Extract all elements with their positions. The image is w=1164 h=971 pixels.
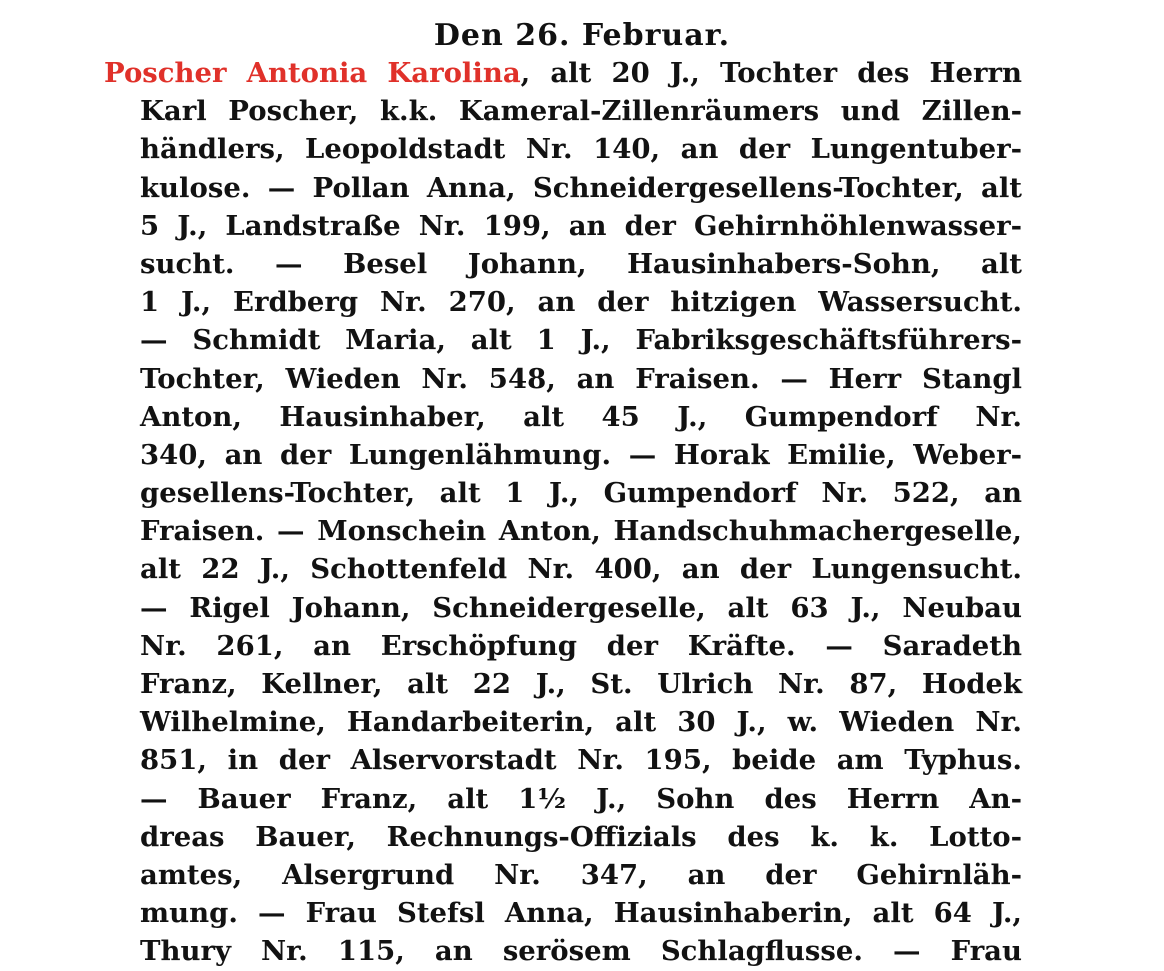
- text-line: Franz, Kellner, alt 22 J., St. Ulrich Nr. 87, Hodek: [140, 668, 1022, 700]
- text-line: mung. — Frau Stefsl Anna, Hausinhaberin, alt 64 J.,: [140, 897, 1022, 930]
- text-line: Karl Poscher, k.k. Kameral-Zillenräumers und Zillen-: [140, 95, 1022, 128]
- text-line: sucht. — Besel Johann, Hausinhabers-Sohn, alt: [140, 247, 1022, 280]
- highlighted-name: Poscher Antonia Karolina: [104, 57, 521, 89]
- text-line: — Rigel Johann, Schneidergeselle, alt 63 J., Neubau: [140, 591, 1022, 624]
- text-line: Wilhelmine, Handarbeiterin, alt 30 J., w. Wieden Nr.: [140, 706, 1022, 739]
- text-line: Nr. 261, an Erschöpfung der Kräfte. — Saradeth: [140, 629, 1022, 662]
- death-notices-text: [104, 54, 1022, 971]
- text-line-last: Thury Nr. 115, an serösem Schlagflusse. — Frau: [140, 935, 1022, 968]
- text-line: Anton, Hausinhaber, alt 45 J., Gumpendorf Nr.: [140, 400, 1022, 433]
- text-line: 5 J., Landstraße Nr. 199, an der Gehirnhöhlenwasser-: [140, 209, 1022, 242]
- text-line: 851, in der Alservorstadt Nr. 195, beide am Typhus.: [140, 744, 1022, 777]
- text-line: 1 J., Erdberg Nr. 270, an der hitzigen Wassersucht.: [140, 286, 1022, 319]
- text-line: amtes, Alsergrund Nr. 347, an der Gehirnläh-: [140, 858, 1022, 891]
- text-line: — Bauer Franz, alt 1½ J., Sohn des Herrn An-: [140, 782, 1022, 815]
- text-line: 340, an der Lungenlähmung. — Horak Emilie, Weber-: [140, 438, 1022, 471]
- text-line: händlers, Leopoldstadt Nr. 140, an der Lungentuber-: [140, 133, 1022, 166]
- text-line: dreas Bauer, Rechnungs-Offizials des k. k. Lotto-: [140, 820, 1022, 853]
- text-line: alt 22 J., Schottenfeld Nr. 400, an der Lungensucht.: [140, 553, 1022, 586]
- text-line-first: [104, 54, 1022, 92]
- text-line: Fraisen. — Monschein Anton, Handschuhmachergeselle,: [140, 515, 1022, 548]
- text-line: gesellens-Tochter, alt 1 J., Gumpendorf Nr. 522, an: [140, 477, 1022, 510]
- text-line: Tochter, Wieden Nr. 548, an Fraisen. — Herr Stangl: [140, 362, 1022, 395]
- text-line: — Schmidt Maria, alt 1 J., Fabriksgeschäftsführers-: [140, 324, 1022, 357]
- date-heading: Den 26. Februar.: [433, 18, 731, 53]
- first-line-rest: , alt 20 J., Tochter des Herrn: [520, 57, 1022, 89]
- text-line: kulose. — Pollan Anna, Schneidergesellens-Tochter, alt: [140, 171, 1022, 204]
